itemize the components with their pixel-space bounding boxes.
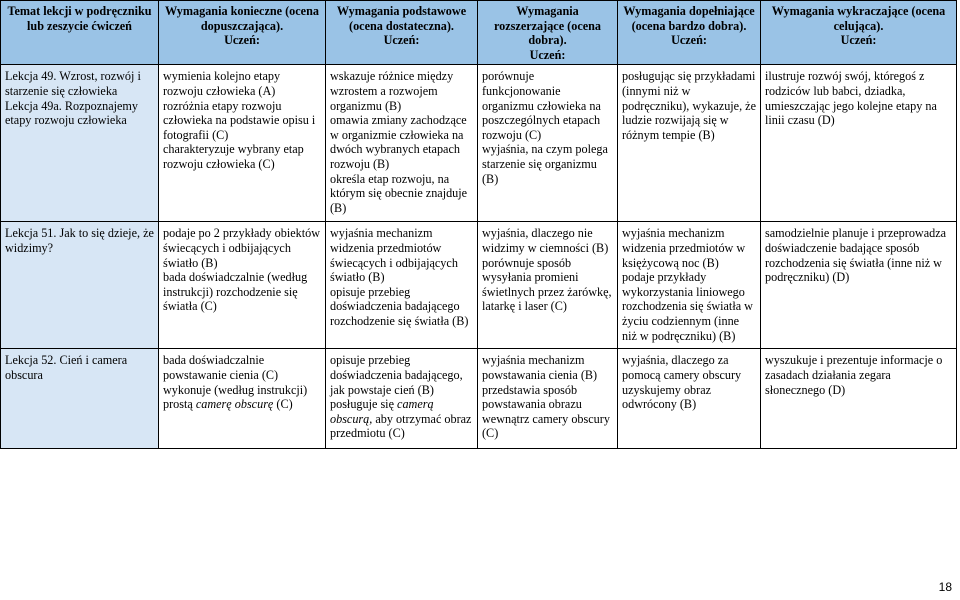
header-required: Wymagania konieczne (ocena dopuszczająca). Uczeń: bbox=[159, 1, 326, 65]
required-text: bada doświadczalnie powstawanie cienia (C) wykonuje (według instrukcji) prostą camerę obscurę (C) bbox=[163, 353, 308, 412]
topic-cell: Lekcja 52. Cień i camera obscura bbox=[1, 349, 159, 449]
exceeding-cell: ilustruje rozwój swój, któregoś z rodziców lub babci, dziadka, umieszczając jego kolejne etapy na linii czasu (D) bbox=[761, 65, 957, 222]
header-row bbox=[1, 1, 957, 65]
header-basic: Wymagania podstawowe (ocena dostateczna). Uczeń: bbox=[326, 1, 478, 65]
topic-cell: Lekcja 49. Wzrost, rozwój i starzenie się człowieka Lekcja 49a. Rozpoznajemy etapy rozwoju człowieka bbox=[1, 65, 159, 222]
table-row bbox=[1, 222, 957, 349]
page-number: 18 bbox=[938, 580, 952, 594]
table-row bbox=[1, 349, 957, 449]
basic-cell: wskazuje różnice między wzrostem a rozwojem organizmu (B) omawia zmiany zachodzące w organizmie człowieka na dwóch wybranych etapach rozwoju (B) określa etap rozwoju, na którym się obecnie znajduje (B) bbox=[326, 65, 478, 222]
table-row bbox=[1, 65, 957, 222]
extended-cell: wyjaśnia mechanizm powstawania cienia (B) przedstawia sposób powstawania obrazu wewnątrz camery obscury (C) bbox=[478, 349, 618, 449]
exceeding-cell: samodzielnie planuje i przeprowadza doświadczenie badające sposób rozchodzenia się światła (inne niż w podręczniku) (D) bbox=[761, 222, 957, 349]
required-cell bbox=[159, 349, 326, 449]
required-cell: wymienia kolejno etapy rozwoju człowieka (A) rozróżnia etapy rozwoju człowieka na podstawie opisu i fotografii (C) charakteryzuje wybrany etap rozwoju człowieka (C) bbox=[159, 65, 326, 222]
extended-cell: porównuje funkcjonowanie organizmu człowieka na poszczególnych etapach rozwoju (C) wyjaśnia, na czym polega starzenie się organizmu (B) bbox=[478, 65, 618, 222]
basic-cell bbox=[326, 349, 478, 449]
exceeding-cell: wyszukuje i prezentuje informacje o zasadach działania zegara słonecznego (D) bbox=[761, 349, 957, 449]
complementary-cell: wyjaśnia, dlaczego za pomocą camery obscury uzyskujemy obraz odwrócony (B) bbox=[618, 349, 761, 449]
extended-cell: wyjaśnia, dlaczego nie widzimy w ciemności (B) porównuje sposób wysyłania promieni świetlnych przez żarówkę, latarkę i laser (C) bbox=[478, 222, 618, 349]
header-complementary: Wymagania dopełniające (ocena bardzo dobra). Uczeń: bbox=[618, 1, 761, 65]
header-topic: Temat lekcji w podręczniku lub zeszycie ćwiczeń bbox=[1, 1, 159, 65]
complementary-cell: wyjaśnia mechanizm widzenia przedmiotów w księżycową noc (B) podaje przykłady wykorzystania liniowego rozchodzenia się światła w życiu codziennym (inne niż w podręczniku) (B) bbox=[618, 222, 761, 349]
topic-cell: Lekcja 51. Jak to się dzieje, że widzimy? bbox=[1, 222, 159, 349]
complementary-cell: posługując się przykładami (innymi niż w podręczniku), wykazuje, że ludzie rozwijają się w różnym tempie (B) bbox=[618, 65, 761, 222]
header-extended: Wymagania rozszerzające (ocena dobra). Uczeń: bbox=[478, 1, 618, 65]
basic-text: opisuje przebieg doświadczenia badającego, jak powstaje cień (B) posługuje się camerą obscurą, aby otrzymać obraz przedmiotu (C) bbox=[330, 353, 472, 441]
basic-cell: wyjaśnia mechanizm widzenia przedmiotów świecących i odbijających światło (B) opisuje przebieg doświadczenia badającego rozchodzenie się światła (B) bbox=[326, 222, 478, 349]
required-cell: podaje po 2 przykłady obiektów świecących i odbijających światło (B) bada doświadczalnie (według instrukcji) rozchodzenie się światła (C) bbox=[159, 222, 326, 349]
header-exceeding: Wymagania wykraczające (ocena celująca). Uczeń: bbox=[761, 1, 957, 65]
